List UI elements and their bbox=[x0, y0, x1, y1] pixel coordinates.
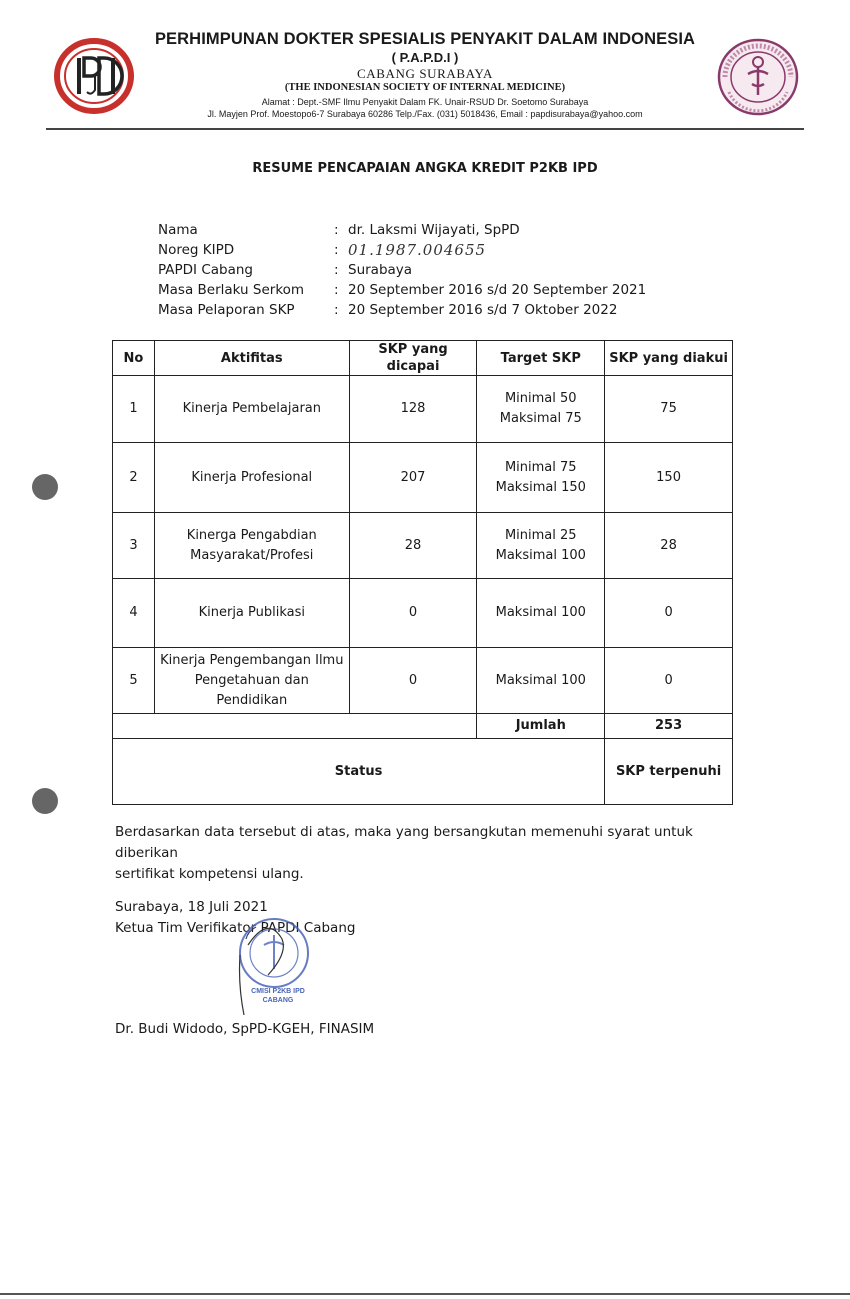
stamp-text: CMISI P2KB IPD CABANG bbox=[251, 988, 305, 1004]
column-header: No bbox=[113, 341, 155, 376]
verification-stamp bbox=[228, 905, 318, 1015]
info-separator: : bbox=[334, 222, 339, 238]
table-row bbox=[113, 513, 733, 579]
total-row bbox=[113, 714, 733, 739]
place-date: Surabaya, 18 Juli 2021 bbox=[115, 899, 268, 915]
achieved-cell: 207 bbox=[349, 443, 477, 513]
papdi-logo-left bbox=[54, 38, 134, 114]
row-number: 4 bbox=[113, 579, 155, 648]
english-name: (THE INDONESIAN SOCIETY OF INTERNAL MEDICINE) bbox=[284, 82, 566, 93]
recognized-cell: 28 bbox=[605, 513, 733, 579]
target-cell: Maksimal 100 bbox=[477, 579, 605, 648]
branch-name: CABANG SURABAYA bbox=[356, 66, 494, 81]
address-line-2: Jl. Mayjen Prof. Moestopo6-7 Surabaya 60286 Telp./Fax. (031) 5018436, Email : papdisurabaya@yahoo.com bbox=[207, 109, 643, 119]
target-max: Maksimal 75 bbox=[499, 411, 582, 426]
activity-line: Masyarakat/Profesi bbox=[190, 547, 314, 563]
member-info bbox=[158, 220, 646, 320]
column-header: SKP yang dicapai bbox=[349, 341, 477, 376]
activity-line: Pendidikan bbox=[216, 692, 288, 708]
skp-table bbox=[112, 340, 733, 805]
status-label: Status bbox=[113, 739, 605, 805]
document-title: RESUME PENCAPAIAN ANGKA KREDIT P2KB IPD bbox=[252, 161, 598, 176]
target-min: Minimal 75 bbox=[504, 459, 577, 475]
info-label: Nama bbox=[158, 222, 198, 238]
row-number: 3 bbox=[113, 513, 155, 579]
info-row-serkom bbox=[158, 280, 646, 300]
header-divider bbox=[46, 128, 804, 130]
punch-hole-bottom bbox=[32, 788, 58, 814]
info-value: dr. Laksmi Wijayati, SpPD bbox=[348, 222, 520, 238]
info-row-reporting bbox=[158, 300, 646, 320]
row-number: 1 bbox=[113, 376, 155, 443]
activity-cell: Kinerja Publikasi bbox=[154, 579, 349, 648]
info-label: PAPDI Cabang bbox=[158, 262, 253, 278]
column-header: Aktifitas bbox=[154, 341, 349, 376]
recognized-cell: 0 bbox=[605, 648, 733, 714]
activity-line: Kinerja Pengembangan Ilmu bbox=[160, 652, 344, 668]
activity-line: Kinerga Pengabdian bbox=[186, 527, 317, 543]
info-label: Noreg KIPD bbox=[158, 242, 235, 258]
row-number: 5 bbox=[113, 648, 155, 714]
column-header: Target SKP bbox=[477, 341, 605, 376]
achieved-cell: 128 bbox=[349, 376, 477, 443]
achieved-cell: 0 bbox=[349, 579, 477, 648]
target-max: Maksimal 100 bbox=[495, 547, 586, 563]
punch-hole-top bbox=[32, 474, 58, 500]
activity-cell: Kinerja Profesional bbox=[154, 443, 349, 513]
info-separator: : bbox=[334, 302, 339, 318]
statement-line: Berdasarkan data tersebut di atas, maka yang bersangkutan memenuhi syarat untuk diberikan bbox=[115, 824, 693, 861]
status-value: SKP terpenuhi bbox=[605, 739, 733, 805]
info-label: Masa Berlaku Serkom bbox=[158, 282, 305, 298]
info-row-name bbox=[158, 220, 646, 240]
info-value: 20 September 2016 s/d 7 Oktober 2022 bbox=[348, 302, 618, 318]
table-header-row bbox=[113, 341, 733, 376]
organization-abbreviation: ( P.A.P.D.I ) bbox=[391, 50, 459, 65]
target-cell: Maksimal 100 bbox=[477, 648, 605, 714]
activity-cell bbox=[154, 513, 349, 579]
recognized-cell: 150 bbox=[605, 443, 733, 513]
target-max: Maksimal 150 bbox=[495, 479, 586, 495]
info-value: Surabaya bbox=[348, 262, 413, 278]
total-spacer bbox=[113, 714, 477, 739]
achieved-cell: 0 bbox=[349, 648, 477, 714]
info-separator: : bbox=[334, 242, 339, 258]
target-min: Minimal 25 bbox=[504, 527, 577, 543]
info-separator: : bbox=[334, 262, 339, 278]
activity-line: Pengetahuan dan bbox=[194, 672, 309, 688]
info-row-branch bbox=[158, 260, 646, 280]
info-value: 20 September 2016 s/d 20 September 2021 bbox=[348, 282, 647, 298]
row-number: 2 bbox=[113, 443, 155, 513]
info-label: Masa Pelaporan SKP bbox=[158, 302, 295, 318]
table-row bbox=[113, 648, 733, 714]
statement-paragraph bbox=[115, 822, 755, 885]
target-cell bbox=[477, 513, 605, 579]
achieved-cell: 28 bbox=[349, 513, 477, 579]
recognized-cell: 0 bbox=[605, 579, 733, 648]
total-label: Jumlah bbox=[477, 714, 605, 739]
column-header: SKP yang diakui bbox=[605, 341, 733, 376]
table-row bbox=[113, 443, 733, 513]
status-row bbox=[113, 739, 733, 805]
table-row bbox=[113, 376, 733, 443]
handwritten-noreg: 01.1987.004655 bbox=[348, 241, 487, 259]
info-separator: : bbox=[334, 282, 339, 298]
target-cell bbox=[477, 376, 605, 443]
scan-edge bbox=[0, 1293, 850, 1295]
recognized-cell: 75 bbox=[605, 376, 733, 443]
papdi-seal-right bbox=[717, 38, 799, 116]
activity-cell: Kinerja Pembelajaran bbox=[154, 376, 349, 443]
organization-name: PERHIMPUNAN DOKTER SPESIALIS PENYAKIT DALAM INDONESIA bbox=[154, 30, 696, 48]
table-row bbox=[113, 579, 733, 648]
target-cell bbox=[477, 443, 605, 513]
target-min: Minimal 50 bbox=[504, 391, 577, 406]
signer-name: Dr. Budi Widodo, SpPD-KGEH, FINASIM bbox=[115, 1021, 375, 1037]
signer-role: Ketua Tim Verifikator PAPDI Cabang bbox=[115, 920, 356, 936]
statement-line: sertifikat kompetensi ulang. bbox=[115, 866, 304, 882]
activity-cell bbox=[154, 648, 349, 714]
address-line-1: Alamat : Dept.-SMF Ilmu Penyakit Dalam FK. Unair-RSUD Dr. Soetomo Surabaya bbox=[261, 97, 589, 107]
info-row-noreg bbox=[158, 240, 646, 260]
total-value: 253 bbox=[605, 714, 733, 739]
